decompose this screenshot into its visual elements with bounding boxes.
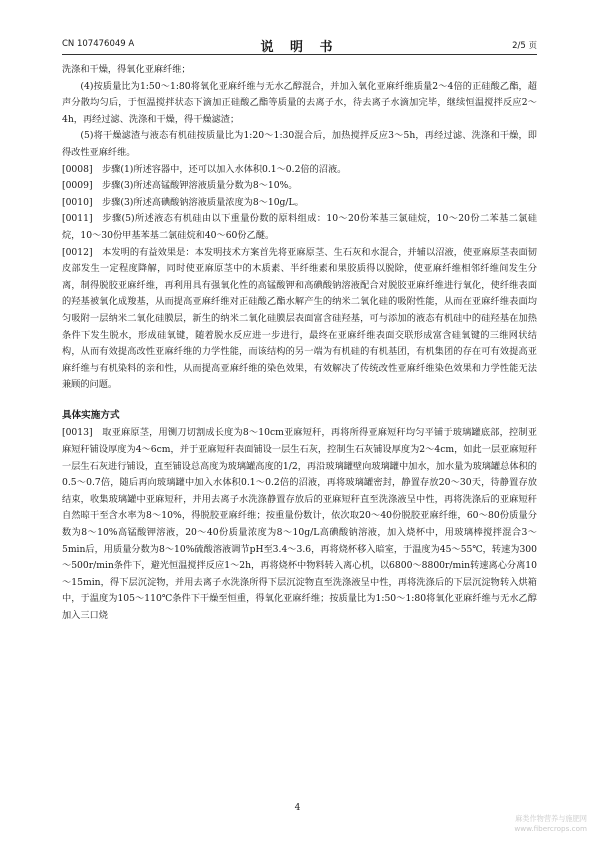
paragraph-number: [0013] bbox=[62, 427, 93, 439]
paragraph-text: 步骤(1)所述容器中，还可以加入水体积0.1～0.2倍的沼液。 bbox=[102, 163, 347, 175]
text-line-washing: 洗涤和干燥，得氧化亚麻纤维； bbox=[62, 64, 191, 75]
document-body bbox=[62, 62, 537, 625]
paragraph-number: [0009] bbox=[62, 180, 93, 192]
paragraph-text: 取亚麻原茎，用铡刀切割成长度为8～10cm亚麻短秆，再将所得亚麻短秆均匀平铺于玻璃罐底部，控制亚麻短秆铺设厚度为4～6cm，并于亚麻短秆表面铺设一层生石灰，控制生石灰铺设厚度为2～4cm，如此一层亚麻短秆一层生石灰进行铺设，直至铺设总高度为玻璃罐高度的1/2，再沿玻璃罐壁向玻璃罐中加水，加水量为玻璃罐总体积的0.5～0.7倍，随后再向玻璃罐中加入水体积0.1～0.2倍的沼液，再将玻璃罐密封，静置存放20～30天，待静置存放结束，收集玻璃罐中亚麻短秆，并用去离子水洗涤静置存放后的亚麻短秆直至洗涤液呈中性，再将洗涤后的亚麻短秆自然晾干至含水率为8～10%，得脱胶亚麻纤维；按重量份数计，依次取20～40份脱胶亚麻纤维，60～80份质量分数为8～10%高锰酸钾溶液，20～40份质量浓度为8～10g/L高碘酸钠溶液，加入烧杯中，用玻璃棒搅拌混合3～5min后，用质量分数为8～10%硫酸溶液调节pH至3.4～3.6，再将烧杯移入暗室，于温度为45～55℃，转速为300～500r/min条件下，避光恒温搅拌反应1～2h，再将烧杯中物料转入离心机，以6800～8800r/min转速离心分离10～15min，得下层沉淀物，并用去离子水洗涤所得下层沉淀物直至洗涤液呈中性，再将洗涤后的下层沉淀物转入烘箱中，于温度为105～110℃条件下干燥至恒重，得氧化亚麻纤维；按质量比为1:50～1:80将氧化亚麻纤维与无水乙醇加入三口烧 bbox=[62, 427, 537, 621]
paragraph-text: 步骤(3)所述高锰酸钾溶液质量分数为8～10%。 bbox=[102, 180, 298, 192]
document-id: CN 107476049 A bbox=[62, 39, 135, 49]
page-of: 2/5 页 bbox=[512, 41, 537, 51]
paragraph-number: [0010] bbox=[62, 196, 93, 208]
step-4-paragraph: (4)按质量比为1:50～1:80将氧化亚麻纤维与无水乙醇混合，并加入氧化亚麻纤维质量2～4倍的正硅酸乙酯，超声分散均匀后，于恒温搅拌状态下滴加正硅酸乙酯等质量的去离子水，待去离子水滴加完毕，继续恒温搅拌反应2～4h，再经过滤、洗涤和干燥，得干燥滤渣； bbox=[62, 80, 537, 125]
paragraph-text: 步骤(5)所述液态有机硅由以下重量份数的原料组成：10～20份苯基三氯硅烷，10～20份二苯基二氯硅烷，10～30份甲基苯基二氯硅烷和40～60份乙醚。 bbox=[62, 213, 537, 241]
watermark bbox=[514, 814, 587, 834]
watermark-url: www.fibercrops.com bbox=[514, 824, 587, 833]
document-title: 说 明 书 bbox=[260, 40, 339, 55]
section-heading: 具体实施方式 bbox=[62, 409, 120, 421]
paragraph-number: [0008] bbox=[62, 163, 93, 175]
page-number: 4 bbox=[294, 803, 301, 813]
paragraph-text: 步骤(3)所述高碘酸钠溶液质量浓度为8～10g/L。 bbox=[102, 196, 304, 208]
paragraph-number: [0012] bbox=[62, 246, 93, 258]
watermark-name: 麻类作物营养与施肥网 bbox=[515, 814, 587, 823]
paragraph-0012 bbox=[62, 245, 537, 394]
paragraph-0010 bbox=[62, 195, 537, 212]
paragraph-0013 bbox=[62, 425, 537, 624]
page-header bbox=[62, 36, 537, 55]
paragraph-number: [0011] bbox=[62, 213, 93, 225]
paragraph-0008 bbox=[62, 162, 537, 179]
paragraph-text: 本发明的有益效果是：本发明技术方案首先将亚麻原茎、生石灰和水混合，并辅以沼液，使亚麻原茎表面韧皮部发生一定程度降解，同时使亚麻原茎中的木质素、半纤维素和果胶质得以脱除，使亚麻纤维相邻纤维间发生分离，制得脱胶亚麻纤维，再利用具有强氧化性的高锰酸钾和高碘酸钠溶液配合对脱胶亚麻纤维进行氧化，使纤维表面的羟基被氧化成羧基，从而提高亚麻纤维对正硅酸乙酯水解产生的纳米二氧化硅的吸附性能，从而在亚麻纤维表面均匀吸附一层纳米二氧化硅膜层，新生的纳米二氧化硅膜层表面富含硅羟基，可与添加的液态有机硅中的硅羟基在加热条件下发生脱水，形成硅氧键，随着脱水反应进一步进行，最终在亚麻纤维表面交联形成富含硅氧键的三维网状结构，从而有效提高改性亚麻纤维的力学性能，而该结构的另一端为有机硅的有机基团，有机集团的存在可有效提高亚麻纤维与有机染料的亲和性，从而提高亚麻纤维的染色效果，有效解决了传统改性亚麻纤维染色效果和力学性能无法兼顾的问题。 bbox=[62, 246, 537, 391]
step-5-paragraph: (5)将干燥滤渣与液态有机硅按质量比为1:20～1:30混合后，加热搅拌反应3～5h，再经过滤、洗涤和干燥，即得改性亚麻纤维。 bbox=[62, 130, 537, 158]
paragraph-0011 bbox=[62, 211, 537, 244]
paragraph-0009 bbox=[62, 178, 537, 195]
